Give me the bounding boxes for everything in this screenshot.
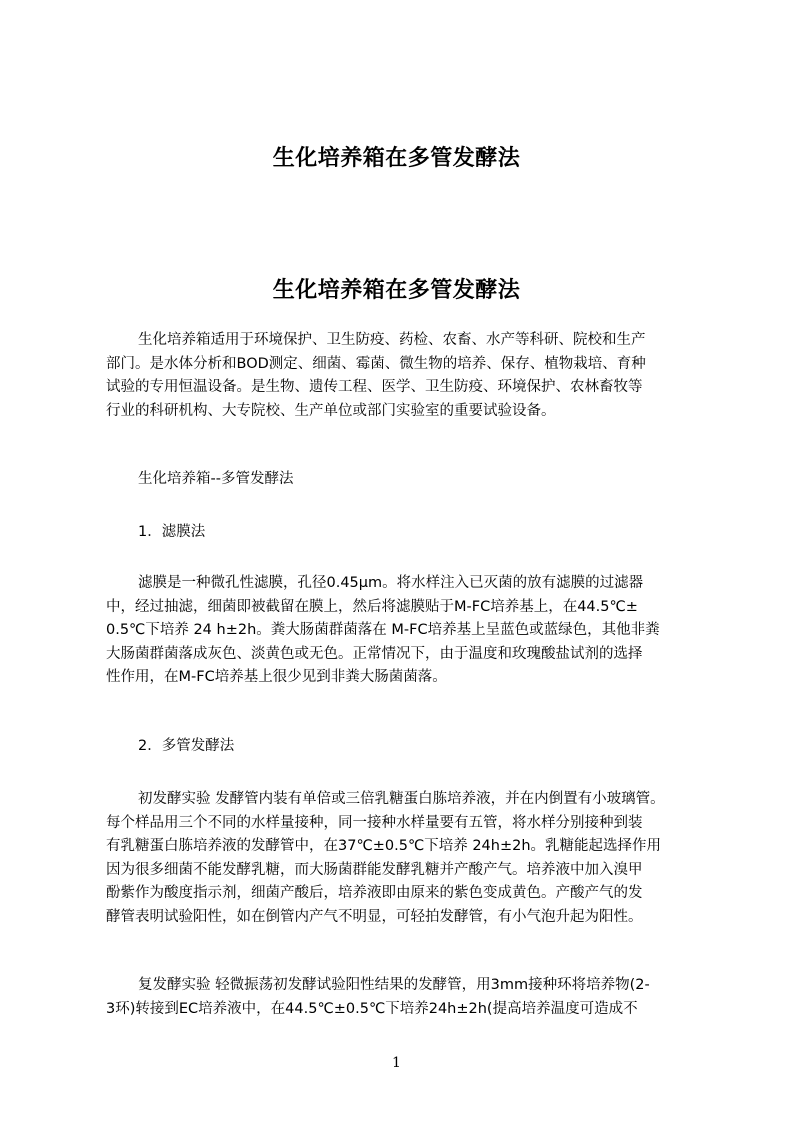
section-heading: 生化培养箱--多管发酵法: [138, 471, 294, 487]
filter-line: 性作用，在M-FC培养基上很少见到非粪大肠菌菌落。: [106, 669, 447, 685]
intro-line: 试验的专用恒温设备。是生物、遗传工程、医学、卫生防疫、环境保护、农林畜牧等: [106, 379, 643, 395]
filter-line: 中，经过抽滤，细菌即被截留在膜上，然后将滤膜贴于M-FC培养基上，在44.5℃±: [106, 598, 638, 615]
filter-line: 0.5℃下培养 24 h±2h。粪大肠菌群菌落在 M-FC培养基上呈蓝色或蓝绿色，其他非粪: [106, 622, 660, 638]
initial-line: 酵管表明试验阳性，如在倒管内产气不明显，可轻拍发酵管，有小气泡升起为阳性。: [106, 908, 643, 925]
intro-line: 行业的科研机构、大专院校、生产单位或部门实验室的重要试验设备。: [106, 402, 556, 419]
initial-line: 因为很多细菌不能发酵乳糖，而大肠菌群能发酵乳糖并产酸产气。培养液中加入溴甲: [106, 861, 643, 878]
initial-line: 有乳糖蛋白胨培养液的发酵管中，在37℃±0.5℃下培养 24h±2h。乳糖能起选择作用: [106, 838, 662, 854]
initial-line: 酚紫作为酸度指示剂，细菌产酸后，培养液即由原来的紫色变成黄色。产酸产气的发: [106, 885, 643, 901]
document-title-main: 生化培养箱在多管发酵法: [272, 278, 521, 303]
heading-filter-membrane: 1．滤膜法: [138, 524, 206, 540]
heading-multi-tube: 2．多管发酵法: [138, 738, 235, 754]
filter-line: 滤膜是一种微孔性滤膜，孔径0.45μm。将水样注入已灭菌的放有滤膜的过滤器: [138, 575, 644, 591]
page-number: 1: [392, 1055, 401, 1071]
initial-fermentation-paragraph: [106, 788, 706, 929]
initial-line: 每个样品用三个不同的水样量接种，同一接种水样量要有五管，将水样分别接种到装: [106, 814, 643, 831]
document-title-top: 生化培养箱在多管发酵法: [272, 146, 521, 171]
intro-paragraph: [106, 329, 706, 423]
filter-membrane-paragraph: [106, 572, 706, 690]
intro-line: 部门。是水体分析和BOD测定、细菌、霉菌、微生物的培养、保存、植物栽培、育种: [106, 355, 646, 372]
re-fermentation-paragraph: [106, 974, 706, 1021]
re-line: 复发酵实验 轻微振荡初发酵试验阳性结果的发酵管，用3mm接种环将培养物(2-: [138, 977, 650, 993]
re-line: 3环)转接到EC培养液中，在44.5℃±0.5℃下培养24h±2h(提高培养温度可造成不: [106, 1000, 638, 1017]
initial-line: 初发酵实验 发酵管内装有单倍或三倍乳糖蛋白胨培养液，并在内倒置有小玻璃管。: [138, 791, 665, 807]
filter-line: 大肠菌群菌落成灰色、淡黄色或无色。正常情况下，由于温度和玫瑰酸盐试剂的选择: [106, 645, 643, 662]
intro-line: 生化培养箱适用于环境保护、卫生防疫、药检、农畜、水产等科研、院校和生产: [138, 332, 646, 348]
